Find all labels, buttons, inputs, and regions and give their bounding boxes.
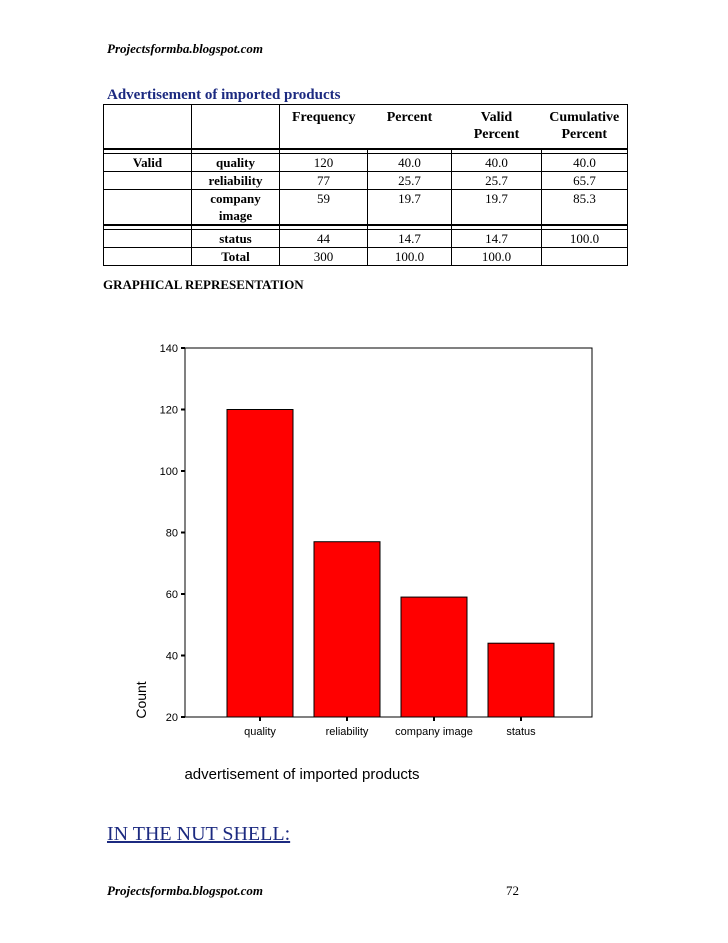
x-axis-label: advertisement of imported products <box>184 766 420 783</box>
header-cumulative-percent-label: Cumulative Percent <box>549 110 620 142</box>
cell-frequency: 77 <box>280 171 368 189</box>
header-frequency-label: Frequency <box>291 110 356 125</box>
cell-frequency: 300 <box>280 247 368 265</box>
y-tick-label: 40 <box>165 650 178 663</box>
cell-valid-percent: 25.7 <box>452 171 542 189</box>
y-tick-label: 140 <box>159 343 178 355</box>
cell-percent: 19.7 <box>368 189 452 225</box>
row-label: Total <box>192 247 280 265</box>
x-tick-label: quality <box>244 726 276 738</box>
header-valid-percent-label: Valid Percent <box>473 110 520 142</box>
bar-quality <box>227 410 293 718</box>
cell-cumulative-percent: 65.7 <box>542 171 628 189</box>
x-tick-label: company image <box>395 726 473 738</box>
bar-status <box>488 643 554 717</box>
y-tick-label: 120 <box>159 404 178 417</box>
cell-frequency: 59 <box>280 189 368 225</box>
cell-percent: 14.7 <box>368 229 452 247</box>
y-tick-label: 20 <box>165 712 178 724</box>
y-tick-label: 80 <box>165 527 178 540</box>
bar-reliability <box>314 542 380 717</box>
cell-valid-percent: 14.7 <box>452 229 542 247</box>
y-tick-label: 100 <box>159 466 178 478</box>
x-tick-label: reliability <box>325 726 369 738</box>
page-header: Projectsformba.blogspot.com <box>107 41 263 56</box>
cell-valid-percent: 40.0 <box>452 153 542 171</box>
cell-frequency: 44 <box>280 229 368 247</box>
cell-cumulative-percent: 85.3 <box>542 189 628 225</box>
cell-frequency: 120 <box>280 153 368 171</box>
y-tick-label: 60 <box>165 589 178 601</box>
group-label: Valid <box>104 153 192 171</box>
row-label: company image <box>192 189 280 225</box>
page-number: 72 <box>506 883 519 898</box>
row-label: status <box>192 229 280 247</box>
table-title: Advertisement of imported products <box>107 87 341 103</box>
row-label: quality <box>192 153 280 171</box>
cell-valid-percent: 100.0 <box>452 247 542 265</box>
x-tick-label: status <box>506 726 536 738</box>
cell-cumulative-percent: 100.0 <box>542 229 628 247</box>
cell-percent: 40.0 <box>368 153 452 171</box>
cell-valid-percent: 19.7 <box>452 189 542 225</box>
bar-company-image <box>401 597 467 717</box>
header-percent-label: Percent <box>386 110 433 125</box>
graph-heading: GRAPHICAL REPRESENTATION <box>103 277 304 292</box>
cell-percent: 100.0 <box>368 247 452 265</box>
page-footer: Projectsformba.blogspot.com <box>107 883 263 898</box>
cell-cumulative-percent: 40.0 <box>542 153 628 171</box>
y-axis-label: Count <box>133 681 149 719</box>
row-label: reliability <box>192 171 280 189</box>
section-heading: IN THE NUT SHELL: <box>107 823 291 845</box>
cell-percent: 25.7 <box>368 171 452 189</box>
